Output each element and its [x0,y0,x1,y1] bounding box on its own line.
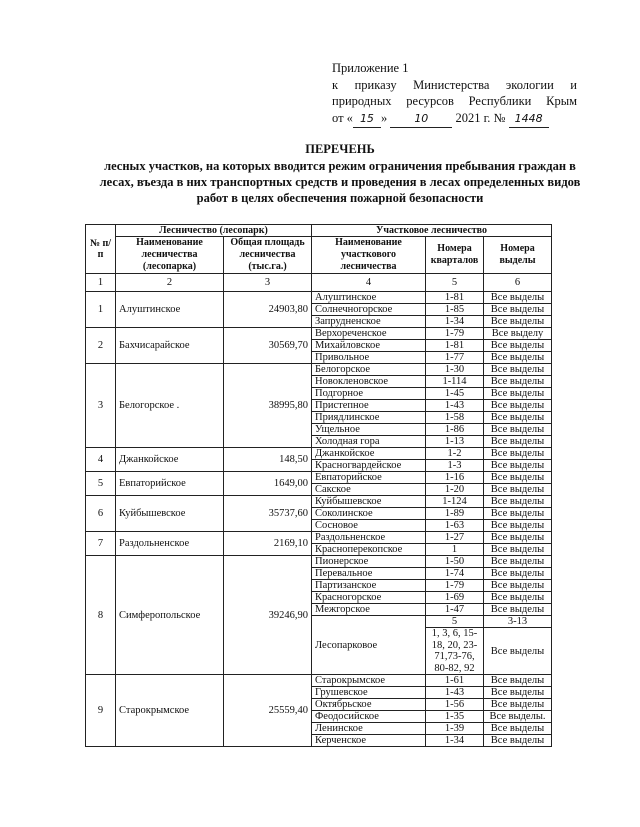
allotment-numbers: Все выделы [484,460,552,472]
local-forestry-name: Феодосийское [312,711,426,723]
local-forestry-name: Пристепное [312,400,426,412]
forestry-area: 1649,00 [224,472,312,496]
date-mid: » [380,110,388,125]
forestry-area: 148,50 [224,448,312,472]
quarter-numbers: 1-114 [426,376,484,388]
table-row [86,328,552,340]
quarter-numbers: 1 [426,544,484,556]
col-number: 5 [426,274,484,292]
quarter-numbers: 1-86 [426,424,484,436]
quarter-numbers: 1-81 [426,340,484,352]
col-number: 1 [86,274,116,292]
header-area: Общая площадь лесничества (тыс.га.) [224,237,312,274]
order-number: 1448 [509,111,549,129]
forestry-number: 2 [86,328,116,364]
quarter-numbers: 1-79 [426,328,484,340]
allotment-numbers: Все выделы [484,352,552,364]
allotment-numbers: Все выделы [484,448,552,460]
quarter-numbers: 1-69 [426,592,484,604]
header-allotments: Номера выделы [484,237,552,274]
quarter-numbers: 1-89 [426,508,484,520]
local-forestry-name: Запрудненское [312,316,426,328]
allotment-numbers: 3-13 [484,616,552,628]
local-forestry-name: Лесопарковое [312,616,426,675]
quarter-numbers: 1-20 [426,484,484,496]
header-num: № п/п [86,225,116,274]
local-forestry-name: Красногвардейское [312,460,426,472]
local-forestry-name: Сакское [312,484,426,496]
forestry-area: 38995,80 [224,364,312,448]
allotment-numbers: Все выделы [484,675,552,687]
local-forestry-name: Краснoперекопское [312,544,426,556]
forestry-name: Алуштинское [116,292,224,328]
quarter-numbers: 1-124 [426,496,484,508]
appendix-block [332,60,577,128]
table-row [86,675,552,687]
local-forestry-name: Солнечногорское [312,304,426,316]
table-row [86,292,552,304]
date-prefix: от « [332,110,353,125]
allotment-numbers: Все выделы [484,496,552,508]
forestry-area: 39246,90 [224,556,312,675]
allotment-numbers: Все выделы [484,556,552,568]
local-forestry-name: Керченское [312,735,426,747]
quarter-numbers: 1-61 [426,675,484,687]
allotment-numbers: Все выделы [484,400,552,412]
forestry-name: Бахчисарайское [116,328,224,364]
quarter-numbers: 1-16 [426,472,484,484]
allotment-numbers: Все выделы [484,484,552,496]
allotment-numbers: Все выделы. [484,711,552,723]
quarter-numbers: 1-34 [426,735,484,747]
date-month: 10 [390,111,452,129]
quarter-numbers: 1-77 [426,352,484,364]
allotment-numbers: Все выделы [484,412,552,424]
allotment-numbers: Все выделы [484,436,552,448]
header-forestry-name: Наименование лесничества (лесопарка) [116,237,224,274]
header-quarters: Номера кварталов [426,237,484,274]
forestry-number: 8 [86,556,116,675]
col-number: 3 [224,274,312,292]
allotment-numbers: Все выделы [484,544,552,556]
quarter-numbers: 1-39 [426,723,484,735]
local-forestry-name: Красногорское [312,592,426,604]
allotment-numbers: Все выделы [484,388,552,400]
allotment-numbers: Все выделы [484,723,552,735]
col-number: 4 [312,274,426,292]
local-forestry-name: Пионерское [312,556,426,568]
forestry-name: Раздольненское [116,532,224,556]
local-forestry-name: Приядлинское [312,412,426,424]
forestry-area: 24903,80 [224,292,312,328]
quarter-numbers: 1-43 [426,400,484,412]
local-forestry-name: Белогорское [312,364,426,376]
table-row [86,556,552,568]
allotment-numbers: Все выделы [484,580,552,592]
forestry-number: 9 [86,675,116,747]
quarter-numbers: 1, 3, 6, 15-18, 20, 23-71,73-76, 80-82, 92 [426,628,484,675]
local-forestry-name: Подгорное [312,388,426,400]
local-forestry-name: Соколинское [312,508,426,520]
quarter-numbers: 1-58 [426,412,484,424]
local-forestry-name: Ущельное [312,424,426,436]
col-number: 2 [116,274,224,292]
forest-plots-table [85,224,552,747]
allotment-numbers: Все выделы [484,304,552,316]
allotment-numbers: Все выделы [484,699,552,711]
forestry-number: 5 [86,472,116,496]
local-forestry-name: Новокленовское [312,376,426,388]
allotment-numbers: Все выделы [484,604,552,616]
allotment-numbers: Все выделы [484,532,552,544]
allotment-numbers: Все выделы [484,508,552,520]
allotment-numbers: Все выделы [484,472,552,484]
header-local-name: Наименование участкового лесничества [312,237,426,274]
local-forestry-name: Сосновое [312,520,426,532]
table-row [86,472,552,484]
local-forestry-name: Холодная гора [312,436,426,448]
allotment-numbers: Все выделы [484,735,552,747]
allotment-numbers: Все выделы [484,520,552,532]
forestry-name: Джанкойское [116,448,224,472]
allotment-numbers: Все выделы [484,316,552,328]
quarter-numbers: 5 [426,616,484,628]
local-forestry-name: Ленинское [312,723,426,735]
table-row [86,448,552,460]
appendix-title: Приложение 1 [332,61,409,75]
col-number: 6 [484,274,552,292]
quarter-numbers: 1-50 [426,556,484,568]
document-subtitle: лесных участков, на которых вводится режим ограничения пребывания граждан в лесах, въезда в них транспортных средств и проведения в лесах определенных видов работ в целях обеспечения пожарной безопасности [99,159,581,205]
local-forestry-name: Алуштинское [312,292,426,304]
local-forestry-name: Куйбышевское [312,496,426,508]
quarter-numbers: 1-2 [426,448,484,460]
forestry-number: 1 [86,292,116,328]
forestry-name: Белогорское . [116,364,224,448]
table-row [86,496,552,508]
local-forestry-name: Евпаторийское [312,472,426,484]
forestry-name: Симферопольское [116,556,224,675]
forestry-area: 2169,10 [224,532,312,556]
forestry-number: 4 [86,448,116,472]
quarter-numbers: 1-47 [426,604,484,616]
header-forestry-group: Лесничество (лесопарк) [116,225,312,237]
quarter-numbers: 1-34 [426,316,484,328]
appendix-date-line [332,110,577,129]
forestry-number: 3 [86,364,116,448]
table-row [86,532,552,544]
document-title: ПЕРЕЧЕНЬ [305,142,375,156]
allotment-numbers: Все выделы [484,568,552,580]
allotment-numbers: Все выделы [484,292,552,304]
header-local-forestry-group: Участковое лесничество [312,225,552,237]
quarter-numbers: 1-56 [426,699,484,711]
allotment-numbers: Все выделы [484,424,552,436]
appendix-ministry-line: природных ресурсов Республики Крым [332,94,577,108]
quarter-numbers: 1-43 [426,687,484,699]
quarter-numbers: 1-74 [426,568,484,580]
quarter-numbers: 1-13 [426,436,484,448]
local-forestry-name: Грушевское [312,687,426,699]
local-forestry-name: Раздольненское [312,532,426,544]
allotment-numbers: Все выделы [484,628,552,675]
table-row [86,364,552,376]
quarter-numbers: 1-79 [426,580,484,592]
allotment-numbers: Все выделу [484,328,552,340]
quarter-numbers: 1-27 [426,532,484,544]
quarter-numbers: 1-30 [426,364,484,376]
date-year: 2021 г. № [455,110,506,125]
table-body [86,292,552,747]
date-day: 15 [353,111,381,129]
quarter-numbers: 1-3 [426,460,484,472]
allotment-numbers: Все выделы [484,340,552,352]
local-forestry-name: Партизанское [312,580,426,592]
forestry-area: 25559,40 [224,675,312,747]
local-forestry-name: Перевальное [312,568,426,580]
local-forestry-name: Джанкойское [312,448,426,460]
forestry-area: 30569,70 [224,328,312,364]
forestry-number: 6 [86,496,116,532]
local-forestry-name: Старокрымское [312,675,426,687]
local-forestry-name: Михайловское [312,340,426,352]
allotment-numbers: Все выделы [484,376,552,388]
forestry-name: Старокрымское [116,675,224,747]
local-forestry-name: Привольное [312,352,426,364]
forestry-name: Куйбышевское [116,496,224,532]
quarter-numbers: 1-35 [426,711,484,723]
appendix-order-line: к приказу Министерства экологии и [332,77,577,92]
quarter-numbers: 1-45 [426,388,484,400]
allotment-numbers: Все выделы [484,687,552,699]
quarter-numbers: 1-63 [426,520,484,532]
forestry-name: Евпаторийское [116,472,224,496]
local-forestry-name: Верхореченское [312,328,426,340]
allotment-numbers: Все выделы [484,364,552,376]
allotment-numbers: Все выделы [484,592,552,604]
local-forestry-name: Октябрьское [312,699,426,711]
local-forestry-name: Межгорское [312,604,426,616]
quarter-numbers: 1-85 [426,304,484,316]
forestry-area: 35737,60 [224,496,312,532]
quarter-numbers: 1-81 [426,292,484,304]
forestry-number: 7 [86,532,116,556]
